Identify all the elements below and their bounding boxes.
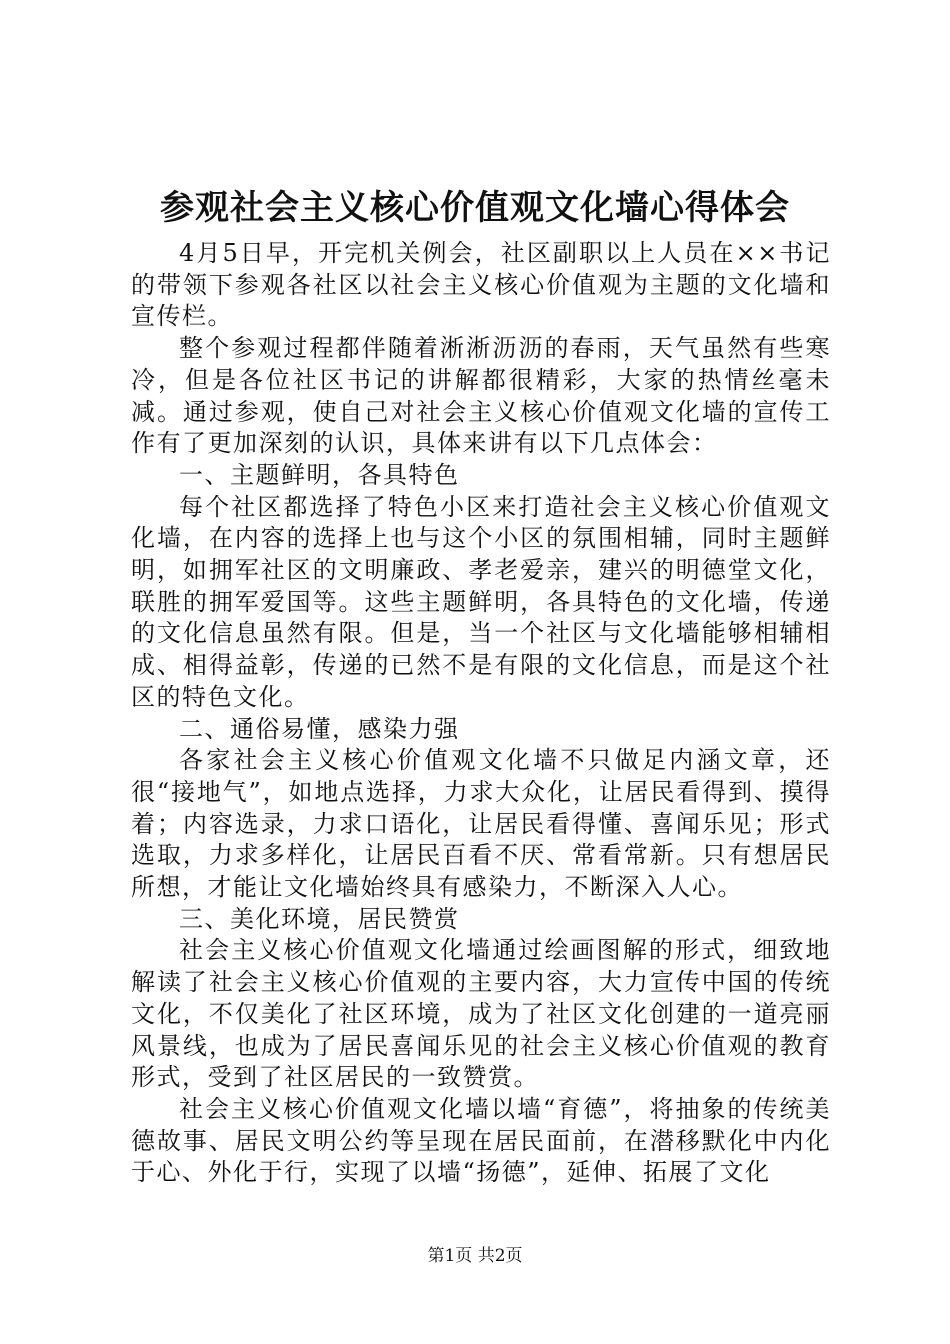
- document-title: 参观社会主义核心价值观文化墙心得体会: [160, 188, 790, 228]
- document-body: [131, 238, 831, 1189]
- paragraph-overview: 整个参观过程都伴随着淅淅沥沥的春雨，天气虽然有些寒冷，但是各位社区书记的讲解都很精彩，大家的热情丝毫未减。通过参观，使自己对社会主义核心价值观文化墙的宣传工作有了更加深刻的认识，具体来讲有以下几点体会：: [131, 334, 831, 458]
- page-number-footer: 第1页 共2页: [427, 1246, 523, 1266]
- paragraph-intro: 4月5日早，开完机关例会，社区副职以上人员在××书记的带领下参观各社区以社会主义核心价值观为主题的文化墙和宣传栏。: [131, 239, 831, 331]
- paragraph-section-1: 每个社区都选择了特色小区来打造社会主义核心价值观文化墙，在内容的选择上也与这个小区的氛围相辅，同时主题鲜明，如拥军社区的文明廉政、孝老爱亲，建兴的明德堂文化，联胜的拥军爱国等。这些主题鲜明，各具特色的文化墙，传递的文化信息虽然有限。但是，当一个社区与文化墙能够相辅相成、相得益彰，传递的已然不是有限的文化信息，而是这个社区的特色文化。: [131, 492, 831, 711]
- paragraph-section-3: 社会主义核心价值观文化墙通过绘画图解的形式，细致地解读了社会主义核心价值观的主要内容，大力宣传中国的传统文化，不仅美化了社区环境，成为了社区文化创建的一道亮丽风景线，也成为了居民喜闻乐见的社会主义核心价值观的教育形式，受到了社区居民的一致赞赏。: [131, 936, 831, 1092]
- section-heading-2: 二、通俗易懂，感染力强: [179, 714, 460, 743]
- section-heading-3: 三、美化环境，居民赞赏: [179, 904, 460, 933]
- section-heading-1: 一、主题鲜明，各具特色: [179, 460, 460, 489]
- paragraph-section-2: 各家社会主义核心价值观文化墙不只做足内涵文章，还很“接地气”，如地点选择，力求大众化，让居民看得到、摸得着；内容选录，力求口语化，让居民看得懂、喜闻乐见；形式选取，力求多样化，让居民百看不厌、常看常新。只有想居民所想，才能让文化墙始终具有感染力，不断深入人心。: [131, 746, 831, 902]
- paragraph-continued: 社会主义核心价值观文化墙以墙“育德”，将抽象的传统美德故事、居民文明公约等呈现在居民面前，在潜移默化中内化于心、外化于行，实现了以墙“扬德”，延伸、拓展了文化: [131, 1094, 831, 1187]
